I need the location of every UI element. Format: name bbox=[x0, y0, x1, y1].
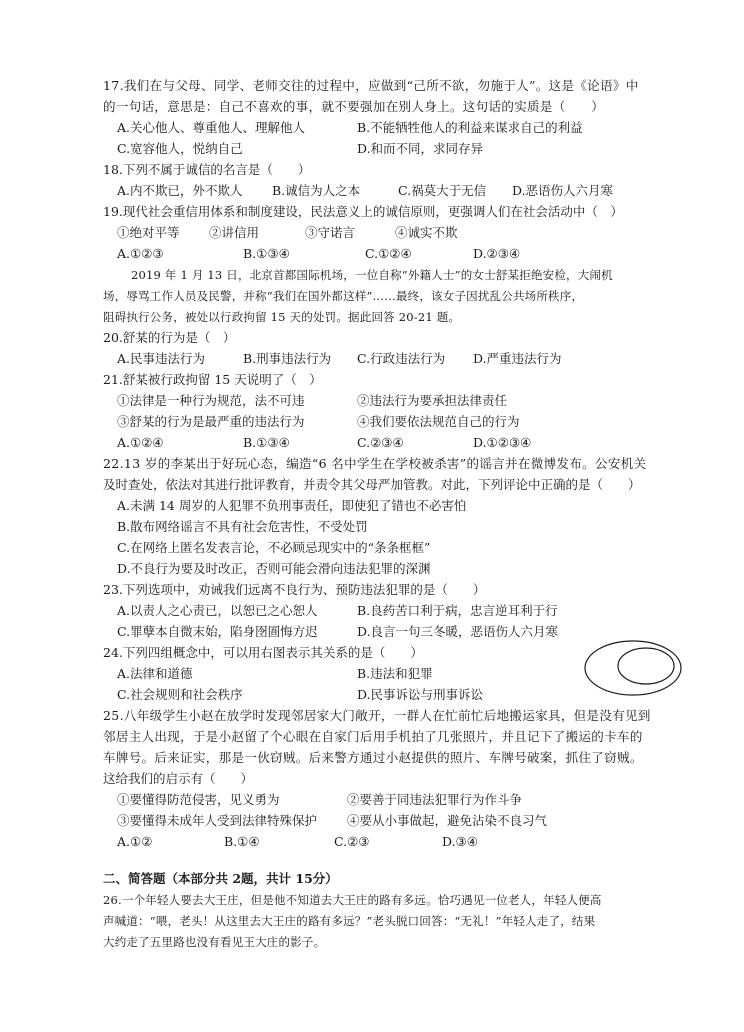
q21-statement-1: ①法律是一种行为规范，法不可违 bbox=[117, 393, 305, 408]
q20-option-b: B.刑事违法行为 bbox=[243, 351, 332, 366]
q21-statement-3: ③舒某的行为是最严重的违法行为 bbox=[117, 414, 305, 429]
q19-option-c: C.①②④ bbox=[365, 246, 412, 261]
q19-option-d: D.②③④ bbox=[473, 246, 521, 261]
q24-option-c: C.社会规则和社会秩序 bbox=[117, 687, 243, 702]
material-line-1: 2019 年 1 月 13 日，北京首都国际机场，一位自称“外籍人士”的女士舒某拒绝安检，大闹机 bbox=[131, 268, 613, 282]
q25-stem-line-2: 邻居主人出现，于是小赵留了个心眼在自家门后用手机拍了几张照片，并且记下了搬运的卡车的 bbox=[103, 729, 643, 744]
q17-option-b: B.不能牺牲他人的利益来谋求自己的利益 bbox=[357, 120, 583, 135]
q19-option-b: B.①③④ bbox=[243, 246, 290, 261]
q21-option-d: D.①②③④ bbox=[473, 435, 532, 450]
q20-option-a: A.民事违法行为 bbox=[117, 351, 206, 366]
q26-line-2: 声喊道：“喂，老头！从这里去大王庄的路有多远？”老头脱口回答：“无礼！”年轻人走了，结果 bbox=[103, 914, 596, 928]
inner-ellipse bbox=[618, 648, 674, 684]
q18-option-d: D.恶语伤人六月寒 bbox=[512, 183, 614, 198]
q17-stem-line-2: 的一句话，意思是：自己不喜欢的事，就不要强加在别人身上。这句话的实质是（ ） bbox=[103, 99, 605, 114]
outer-ellipse bbox=[585, 641, 681, 695]
q23-option-d: D.良言一句三冬暖，恶语伤人六月寒 bbox=[357, 624, 559, 639]
q26-line-1: 26.一个年轻人要去大王庄，但是他不知道去大王庄的路有多远。恰巧遇见一位老人，年轻人便高 bbox=[103, 893, 602, 907]
q21-option-a: A.①②④ bbox=[117, 435, 164, 450]
q20-stem: 20.舒某的行为是（ ） bbox=[103, 330, 236, 345]
q25-option-b: B.①④ bbox=[224, 834, 260, 849]
q23-stem: 23.下列选项中，劝诫我们远离不良行为、预防违法犯罪的是（ ） bbox=[103, 582, 486, 597]
q18-option-c: C.祸莫大于无信 bbox=[398, 183, 487, 198]
q19-option-a: A.①②③ bbox=[117, 246, 164, 261]
q18-option-b: B.诚信为人之本 bbox=[272, 183, 361, 198]
q22-option-a: A.未满 14 周岁的人犯罪不负刑事责任，即使犯了错也不必害怕 bbox=[117, 498, 467, 513]
q20-option-c: C.行政违法行为 bbox=[357, 351, 446, 366]
q25-statement-2: ②要善于同违法犯罪行为作斗争 bbox=[347, 792, 523, 807]
q24-stem: 24.下列四组概念中，可以用右图表示其关系的是（ ） bbox=[103, 645, 423, 660]
q25-option-c: C.②③ bbox=[334, 834, 370, 849]
q22-option-d: D.不良行为要及时改正，否则可能会滑向违法犯罪的深渊 bbox=[117, 561, 431, 576]
q25-stem-line-1: 25.八年级学生小赵在放学时发现邻居家大门敞开，一群人在忙前忙后地搬运家具，但是没有见到 bbox=[103, 708, 651, 723]
q24-option-b: B.违法和犯罪 bbox=[357, 666, 433, 681]
nested-ellipse-diagram bbox=[583, 638, 683, 698]
q23-option-c: C.罪孽本自微末始，陷身囹圄悔方迟 bbox=[117, 624, 318, 639]
q25-option-a: A.①② bbox=[117, 834, 153, 849]
q26-line-3: 大约走了五里路也没有看见王大庄的影子。 bbox=[103, 935, 326, 949]
q19-statement-1: ①绝对平等 bbox=[117, 225, 180, 240]
q17-option-a: A.关心他人、尊重他人、理解他人 bbox=[117, 120, 306, 135]
q19-stem: 19.现代社会重信用体系和制度建设，民法意义上的诚信原则，更强调人们在社会活动中（ ） bbox=[103, 204, 623, 219]
q21-option-c: C.②③④ bbox=[357, 435, 404, 450]
q18-stem: 18.下列不属于诚信的名言是（ ） bbox=[103, 162, 311, 177]
q25-stem-line-3: 车牌号。后来证实，那是一伙窃贼。后来警方通过小赵提供的照片、车牌号破案，抓住了窃贼。 bbox=[103, 750, 643, 765]
q22-option-c: C.在网络上匿名发表言论，不必顾忌现实中的“条条框框” bbox=[117, 540, 431, 555]
q17-stem-line-1: 17.我们在与父母、同学、老师交往的过程中，应做到“己所不欲，勿施于人”。这是《论语》中 bbox=[103, 78, 639, 93]
q22-stem-line-1: 22.13 岁的李某出于好玩心态，编造“6 名中学生在学校被杀害”的谣言并在微博发布。公安机关 bbox=[103, 456, 647, 471]
q22-stem-line-2: 及时查处，依法对其进行批评教育，并责令其父母严加管教。对此，下列评论中正确的是（ ） bbox=[103, 477, 641, 492]
q24-option-a: A.法律和道德 bbox=[117, 666, 193, 681]
q21-statement-2: ②违法行为要承担法律责任 bbox=[357, 393, 508, 408]
section-2-title: 二、简答题（本部分共 2题，共计 15分） bbox=[103, 871, 338, 886]
q22-option-b: B.散布网络谣言不具有社会危害性，不受处罚 bbox=[117, 519, 368, 534]
q24-option-d: D.民事诉讼与刑事诉讼 bbox=[357, 687, 484, 702]
material-line-2: 场，辱骂工作人员及民警，并称“我们在国外都这样”……最终，该女子因扰乱公共场所秩序， bbox=[103, 289, 584, 303]
q21-statement-4: ④我们要依法规范自己的行为 bbox=[357, 414, 520, 429]
material-line-3: 阻碍执行公务，被处以行政拘留 15 天的处罚。据此回答 20-21 题。 bbox=[103, 310, 461, 324]
q21-option-b: B.①③④ bbox=[243, 435, 290, 450]
q25-statement-1: ①要懂得防范侵害，见义勇为 bbox=[117, 792, 280, 807]
q17-option-c: C.宽容他人，悦纳自己 bbox=[117, 141, 243, 156]
q19-statement-4: ④诚实不欺 bbox=[395, 225, 458, 240]
q20-option-d: D.严重违法行为 bbox=[473, 351, 562, 366]
q19-statement-3: ③守诺言 bbox=[305, 225, 356, 240]
q19-statement-2: ②讲信用 bbox=[209, 225, 260, 240]
q25-statement-3: ③要懂得未成年人受到法律特殊保护 bbox=[117, 813, 318, 828]
q23-option-b: B.良药苦口利于病，忠言逆耳利于行 bbox=[357, 603, 558, 618]
q25-option-d: D.③④ bbox=[442, 834, 478, 849]
q17-option-d: D.和而不同，求同存异 bbox=[357, 141, 484, 156]
q21-stem: 21.舒某被行政拘留 15 天说明了（ ） bbox=[103, 372, 322, 387]
q25-statement-4: ④要从小事做起，避免沾染不良习气 bbox=[347, 813, 548, 828]
q18-option-a: A.内不欺已，外不欺人 bbox=[117, 183, 243, 198]
q25-stem-line-4: 这给我们的启示有（ ） bbox=[103, 771, 254, 786]
q23-option-a: A.以责人之心责已，以恕已之心恕人 bbox=[117, 603, 318, 618]
